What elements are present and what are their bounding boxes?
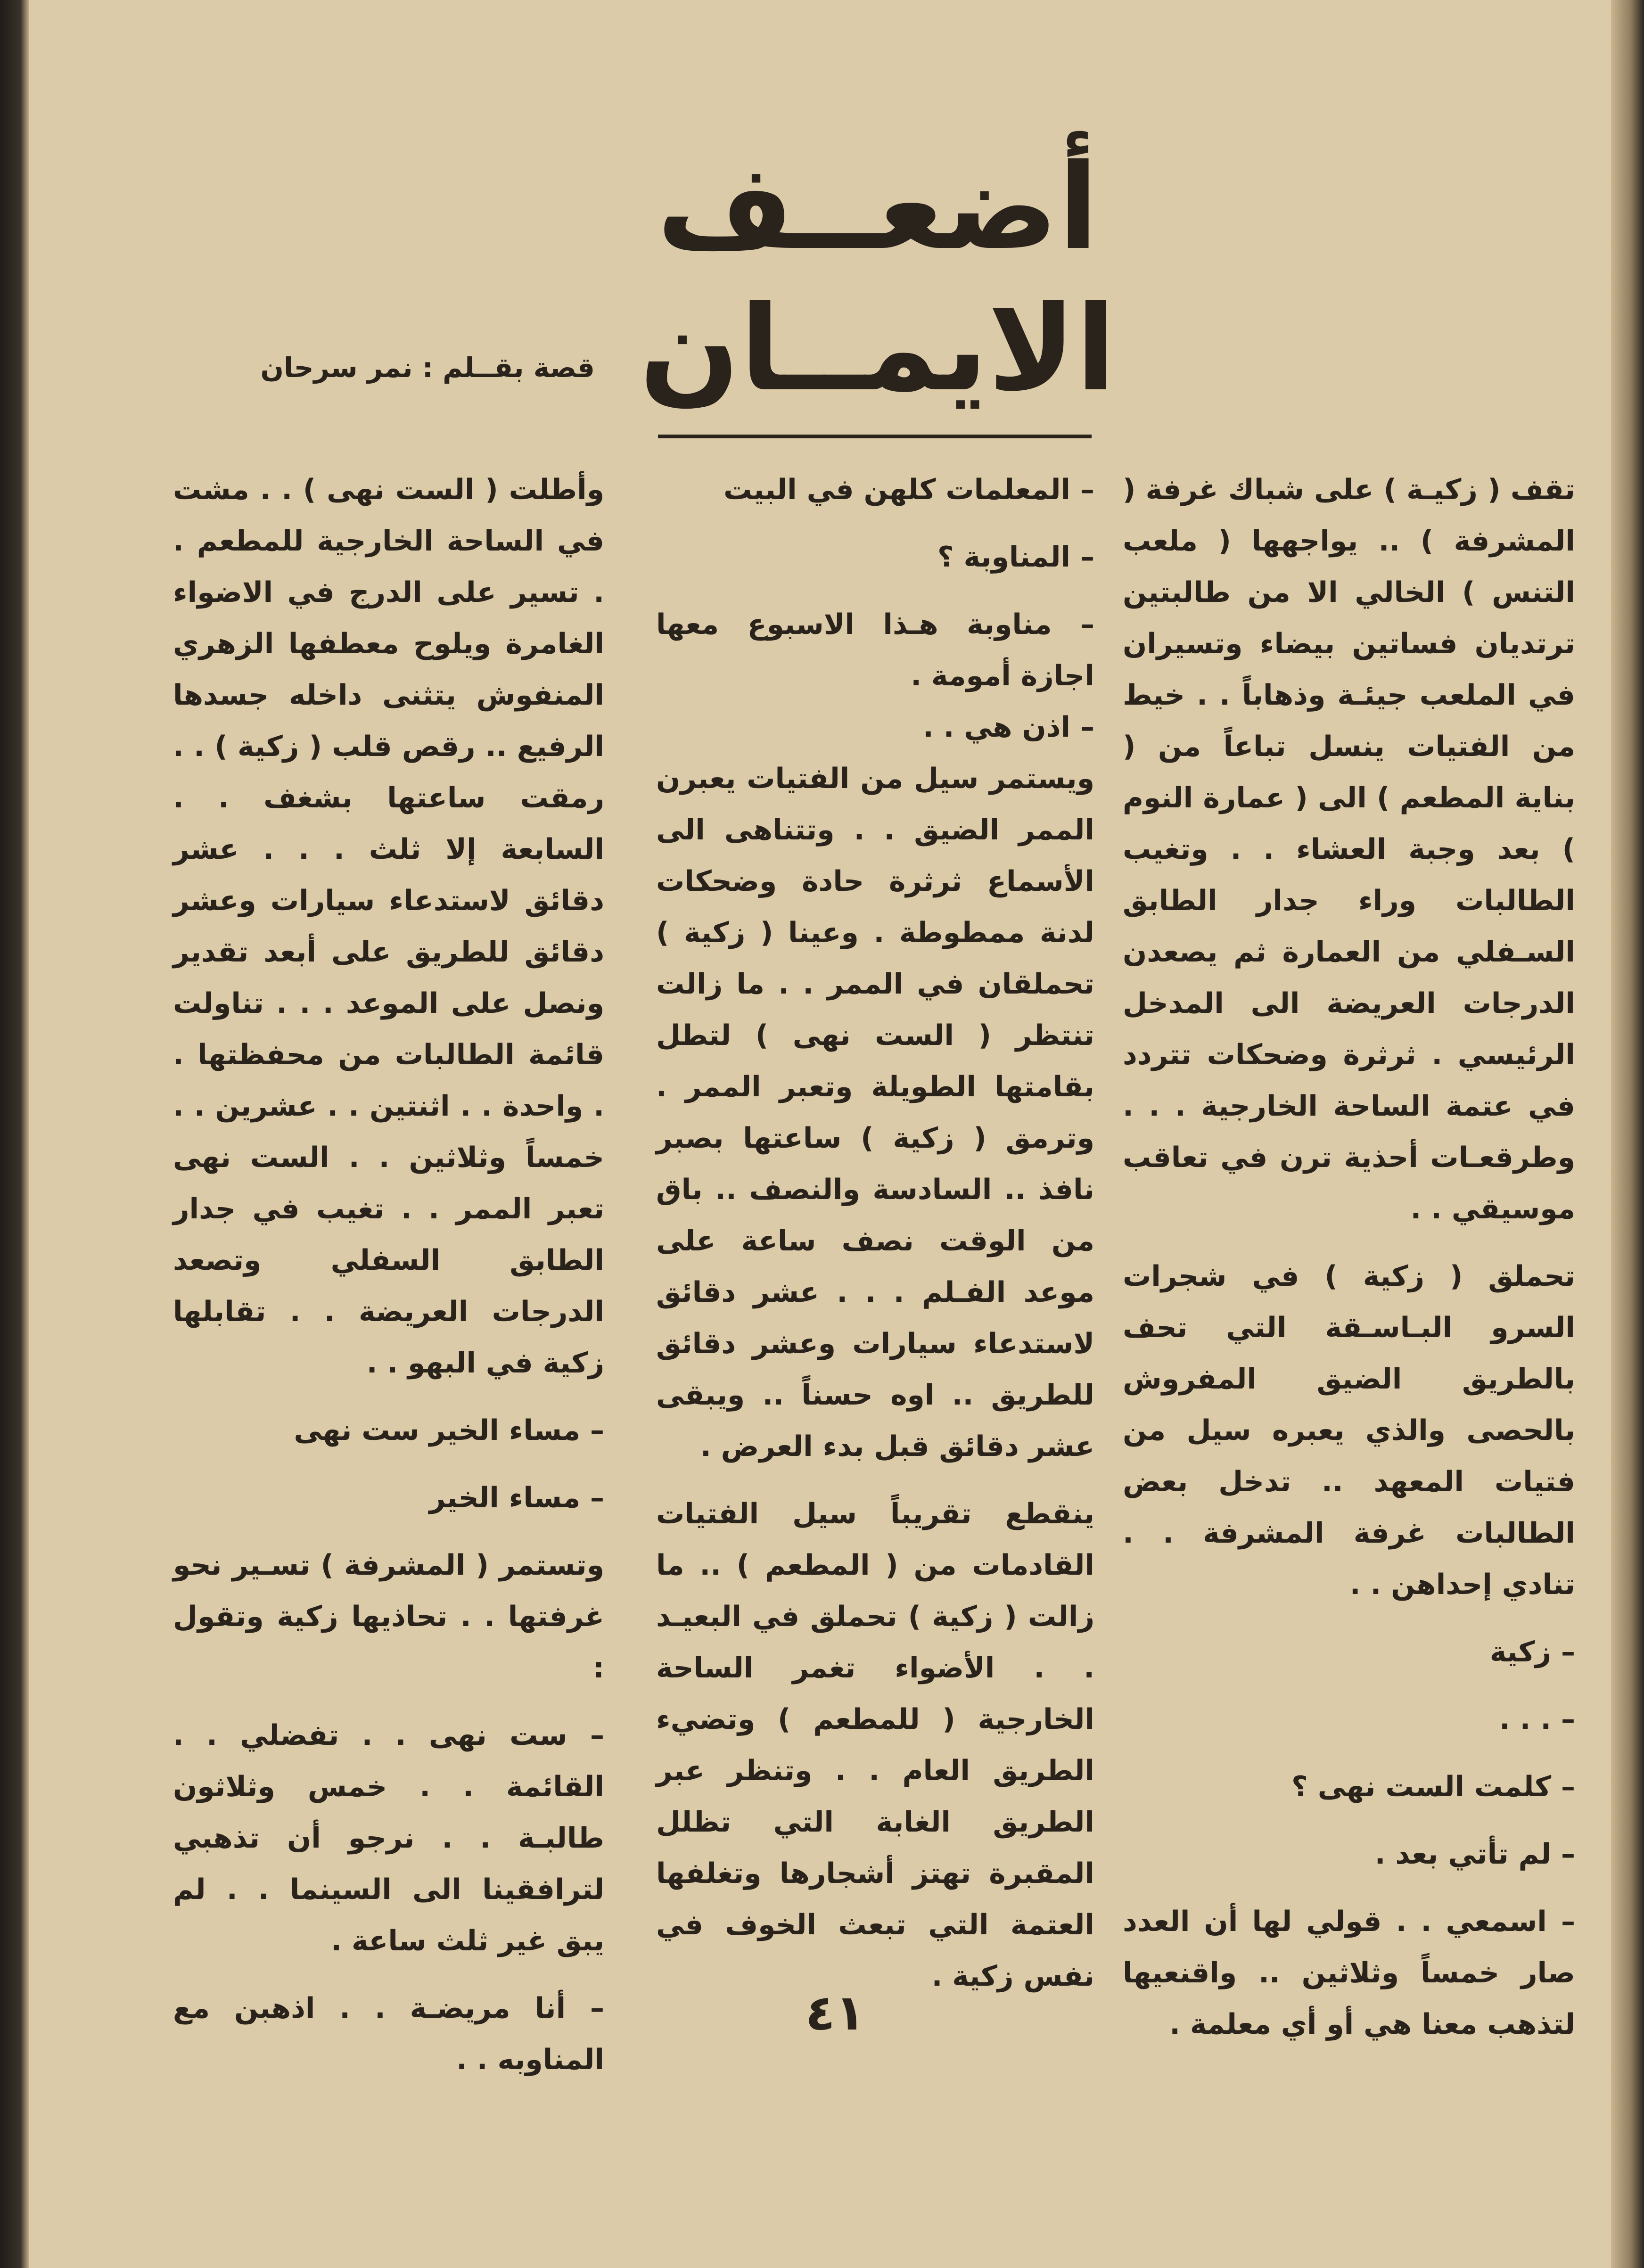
page-edge-shadow: [1611, 0, 1644, 2268]
paragraph: تقف ( زكيـة ) على شباك غرفة ( المشرفة ) .. يواجهها ( ملعب التنس ) الخالي الا من طالبتين ترتديان فساتين بيضاء وتسيران في الملعب جيئـة وذهاباً . . خيط من الفتيات ينسل تباعاً من ( بناية المطعم ) الى ( عمارة النوم ) بعد وجبة العشاء . . وتغيب الطالبات وراء جدار الطابق السـفلي من العمارة ثم يصعدن الدرجات العريضة الى المدخل الرئيسي . ثرثرة وضحكات تتردد في عتمة الساحة الخارجية . . . وطرقعـات أحذية ترن في تعاقب موسيقي . .: [1123, 473, 1575, 1225]
text-column-middle: [656, 464, 1094, 2002]
dialogue-line: – أنا مريضـة . . اذهبن مع المناوبه . .: [173, 1992, 604, 2076]
paragraph: ينقطع تقريباً سيل الفتيات القادمات من ( المطعم ) .. ما زالت ( زكية ) تحملق في البعيـد . . الأضواء تغمر الساحة الخارجية ( للمطعم ) وتضيء الطريق العام . . وتنظر عبر الطريق الغابة التي تظلل المقبرة تهتز أشجارها وتغلفها العتمة التي تبعث الخوف في نفس زكية .: [656, 1497, 1094, 1993]
dialogue-line: – اذن هي . .: [922, 711, 1094, 744]
dialogue-line: – المناوبة ؟: [937, 541, 1094, 574]
dialogue-line: – مساء الخير ست نهى: [294, 1414, 604, 1447]
page-number: ٤١: [805, 1984, 865, 2041]
dialogue-line: – مساء الخير: [429, 1481, 604, 1514]
text-column-left: [173, 464, 604, 2086]
dialogue-line: – زكية: [1489, 1635, 1575, 1668]
story-byline: قصة بقــلم : نمر سرحان: [260, 352, 595, 384]
title-divider-rule: [658, 435, 1092, 438]
binding-spine: [0, 0, 29, 2268]
story-title: أضعــف الايمــان: [639, 139, 1116, 417]
dialogue-line: – كلمت الست نهى ؟: [1291, 1770, 1575, 1803]
dialogue-line: – المعلمات كلهن في البيت: [723, 473, 1094, 506]
dialogue-line: – . . .: [1499, 1703, 1575, 1736]
dialogue-line: – لم تأتي بعد .: [1374, 1838, 1575, 1871]
dialogue-line: – مناوبة هـذا الاسبوع معها اجازة أمومة .: [656, 608, 1094, 692]
paragraph: وتستمر ( المشرفة ) تسـير نحو غرفتها . . تحاذيها زكية وتقول :: [173, 1549, 604, 1685]
text-column-right: [1123, 464, 1575, 2050]
paragraph: تحملق ( زكية ) في شجرات السرو البـاسـقة التي تحف بالطريق الضيق المفروش بالحصى والذي يعبره سيل من فتيات المعهد .. تدخل بعض الطالبات غرفة المشرفة . . تنادي إحداهن . .: [1123, 1260, 1575, 1601]
paragraph: ويستمر سيل من الفتيات يعبرن الممر الضيق . . وتتناهى الى الأسماع ثرثرة حادة وضحكات لدنة ممطوطة . وعينا ( زكية ) تحملقان في الممر . . ما زالت تنتظر ( الست نهى ) لتطل بقامتها الطويلة وتعبر الممر . وترمق ( زكية ) ساعتها بصبر نافذ .. السادسة والنصف .. باق من الوقت نصف ساعة على موعد الفـلم . . . عشر دقائق لاستدعاء سيارات وعشر دقائق للطريق .. اوه حسناً .. ويبقى عشر دقائق قبل بدء العرض .: [656, 762, 1094, 1463]
paragraph: وأطلت ( الست نهى ) . . مشت في الساحة الخارجية للمطعم . . تسير على الدرج في الاضواء الغامرة ويلوح معطفها الزهري المنفوش يتثنى داخله جسدها الرفيع .. رقص قلب ( زكية ) . . رمقت ساعتها بشغف . . السابعة إلا ثلث . . . عشر دقائق لاستدعاء سيارات وعشر دقائق للطريق على أبعد تقدير ونصل على الموعد . . . تناولت قائمة الطالبات من محفظتها . . واحدة . . اثنتين . . عشرين . . خمساً وثلاثين . . الست نهى تعبر الممر . . تغيب في جدار الطابق السفلي وتصعد الدرجات العريضة . . تقابلها زكية في البهو . .: [173, 473, 604, 1380]
dialogue-line: – ست نهى . . تفضلي . . القائمة . . خمس وثلاثون طالبـة . . نرجو أن تذهبي لترافقينا الى السينما . . لم يبق غير ثلث ساعة .: [173, 1719, 604, 1957]
magazine-page: [29, 0, 1611, 2268]
dialogue-line: – اسمعي . . قولي لها أن العدد صار خمساً وثلاثين .. واقنعيها لتذهب معنا هي أو أي معلمة .: [1123, 1905, 1575, 2041]
